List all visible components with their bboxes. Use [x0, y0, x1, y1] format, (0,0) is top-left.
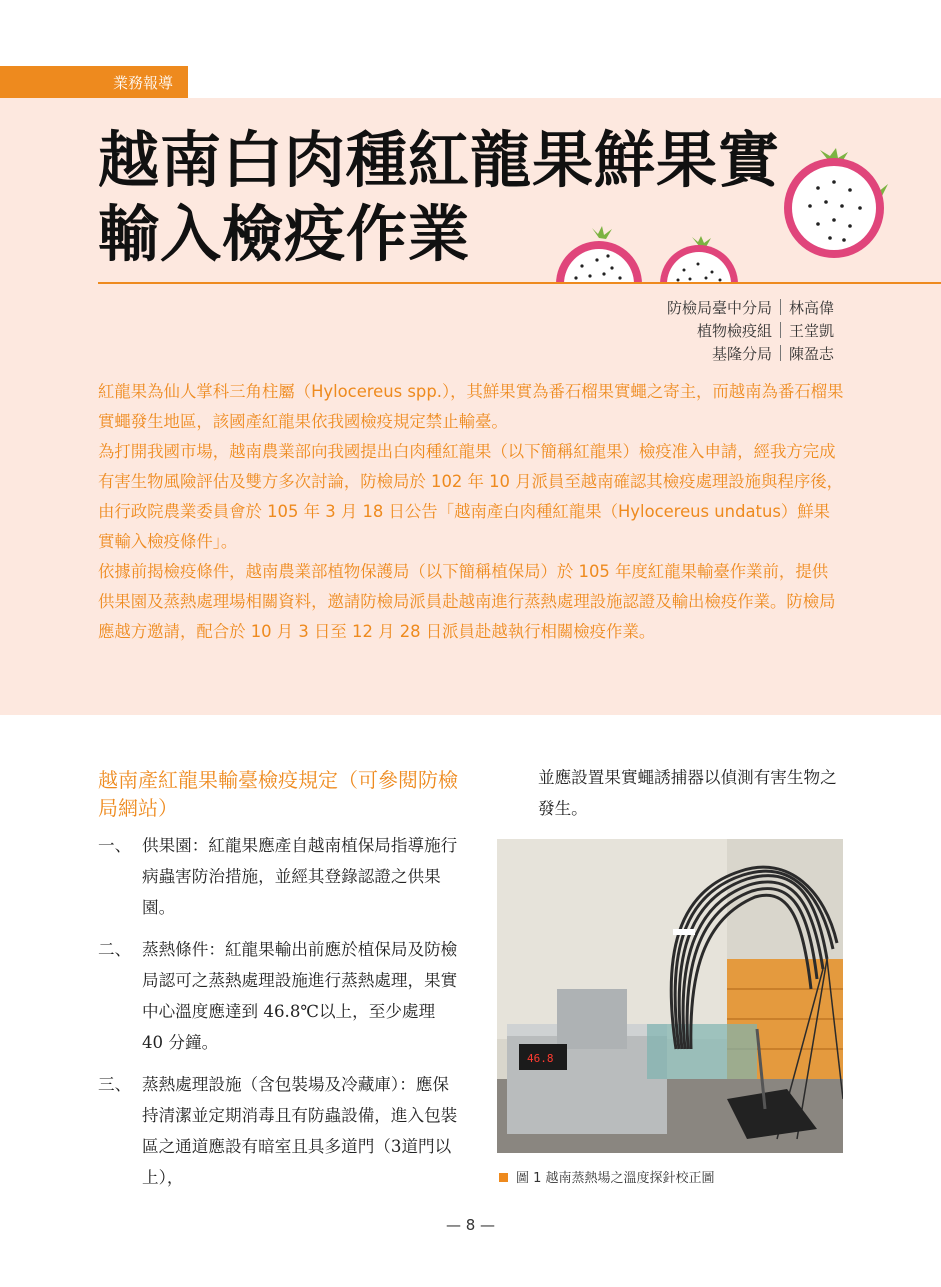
list-item [98, 934, 458, 1058]
author-row [667, 343, 843, 366]
list-item-number: 二、 [98, 940, 132, 959]
intro-paragraph-3: 依據前揭檢疫條件，越南農業部植物保護局（以下簡稱植保局）於 105 年度紅龍果輸臺作業前，提供供果園及蒸熱處理場相關資料，邀請防檢局派員赴越南進行蒸熱處理設施認證及輸出檢疫作業。防檢局應越方邀請，配合於 10 月 3 日至 12 月 28 日派員赴越執行相關檢疫作業。 [98, 562, 836, 641]
list-item-text: 蒸熱條件：紅龍果輸出前應於植保局及防檢局認可之蒸熱處理設施進行蒸熱處理，果實中心溫度應達到 46.8℃以上，至少處理 40 分鐘。 [142, 940, 458, 1052]
section-heading: 越南產紅龍果輸臺檢疫規定（可參閱防檢局網站） [98, 768, 458, 820]
author-list [667, 297, 843, 366]
intro-text [98, 377, 844, 647]
author-unit: 植物檢疫組 [696, 322, 772, 340]
author-separator [780, 345, 781, 361]
figure-caption [499, 1167, 715, 1186]
regulation-list [98, 830, 458, 1204]
list-item-text: 供果園：紅龍果應產自越南植保局指導施行病蟲害防治措施，並經其登錄認證之供果園。 [142, 836, 458, 917]
title-divider [98, 282, 941, 284]
dragon-fruit-half-icon [656, 236, 742, 284]
author-name: 林高偉 [789, 299, 835, 317]
author-separator [780, 299, 781, 315]
page-number: — 8 — [445, 1216, 496, 1234]
author-row [667, 320, 843, 343]
section-tag [0, 66, 188, 98]
list-item-text: 蒸熱處理設施（含包裝場及冷藏庫）：應保持清潔並定期消毒且有防蟲設備，進入包裝區之通道應設有暗室且具多道門（3道門以上）， [142, 1075, 458, 1187]
title-line-1: 越南白肉種紅龍果鮮果實 [98, 125, 781, 196]
figure-caption-text: 圖 1 越南蒸熱場之溫度探針校正圖 [516, 1171, 715, 1186]
figure-photo [497, 839, 843, 1153]
thermometer-display: 46.8 [527, 1052, 554, 1065]
list-item [98, 1069, 458, 1193]
intro-paragraph-2: 為打開我國市場，越南農業部向我國提出白肉種紅龍果（以下簡稱紅龍果）檢疫准入申請，經我方完成有害生物風險評估及雙方多次討論，防檢局於 102 年 10 月派員至越南確認其檢疫處理設施與程序後，由行政院農業委員會於 105 年 3 月 18 日公告「越南產白肉種紅龍果（Hylocereus undatus）鮮果實輸入檢疫條件」。 [98, 442, 843, 551]
right-column-text: 並應設置果實蠅誘捕器以偵測有害生物之發生。 [538, 768, 837, 818]
dragon-fruit-half-icon [552, 226, 646, 284]
section-tag-label: 業務報導 [113, 74, 174, 92]
author-name: 陳盈志 [789, 345, 835, 363]
author-unit: 防檢局臺中分局 [666, 299, 772, 317]
caption-marker-icon [499, 1173, 508, 1182]
list-item [98, 830, 458, 923]
author-row [667, 297, 843, 320]
dragon-fruit-slice-icon [778, 148, 890, 260]
author-separator [780, 322, 781, 338]
list-item-number: 三、 [98, 1075, 132, 1094]
title-line-2: 輸入檢疫作業 [98, 199, 471, 270]
list-item-number: 一、 [98, 836, 132, 855]
intro-paragraph-1: 紅龍果為仙人掌科三角柱屬（Hylocereus spp.），其鮮果實為番石榴果實蠅之寄主，而越南為番石榴果實蠅發生地區，該國產紅龍果依我國檢疫規定禁止輸臺。 [98, 382, 844, 431]
author-unit: 基隆分局 [711, 345, 772, 363]
author-name: 王堂凱 [789, 322, 835, 340]
